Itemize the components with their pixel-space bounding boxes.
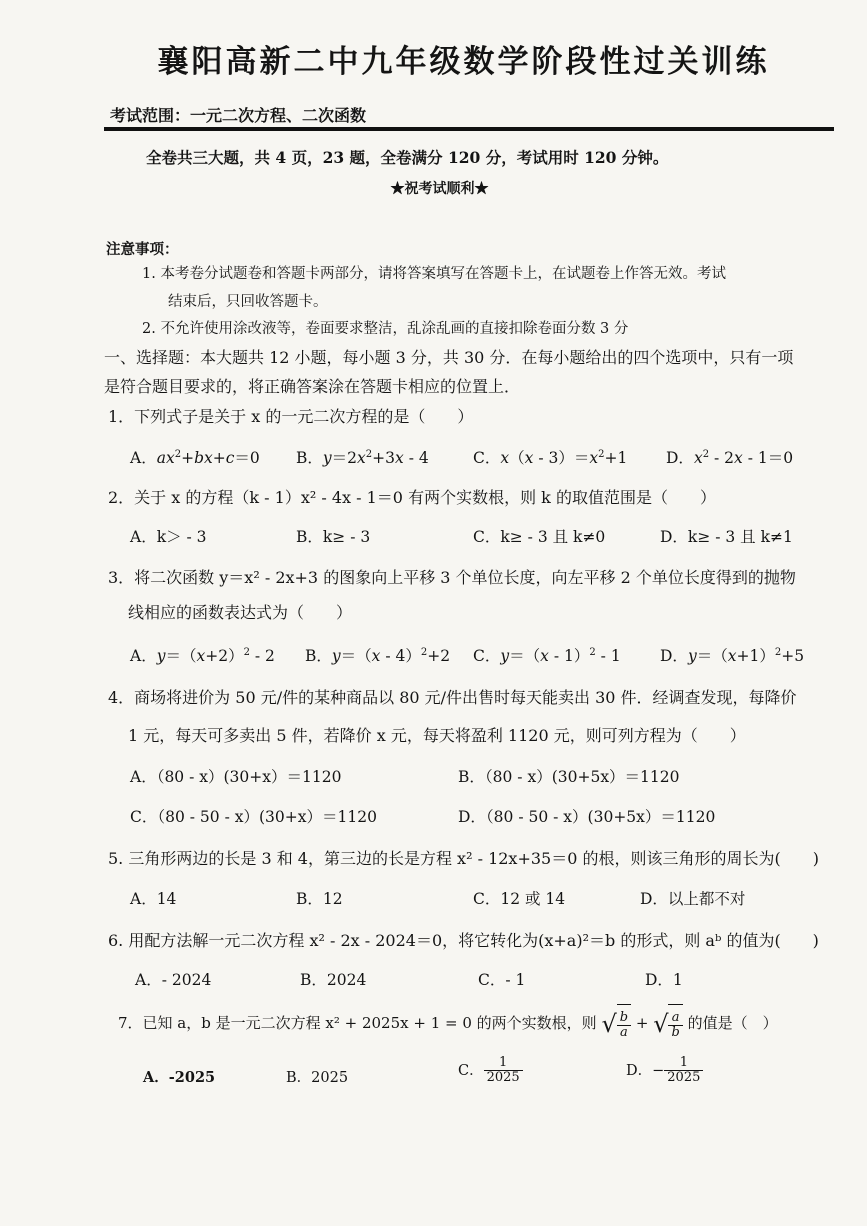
question-3-stem-line-1: 3．将二次函数 y＝x² - 2x+3 的图象向上平移 3 个单位长度，向左平移 2 个单位长度得到的抛物: [108, 568, 796, 587]
fraction-denominator: 2025: [667, 1070, 701, 1086]
question-7-stem-end: 的值是（ ）: [687, 1014, 778, 1032]
question-1-option-d: D．$x^2 - 2x - 1=0$: [666, 449, 794, 467]
question-3-stem-line-2: 线相应的函数表达式为（ ）: [128, 603, 353, 622]
header-divider: [104, 127, 834, 131]
question-4-stem-line-1: 4．商场将进价为 50 元/件的某种商品以 80 元/件出售时每天能卖出 30 件．经调查发现，每降价: [108, 688, 797, 707]
question-6-option-b: B．2024: [300, 971, 367, 989]
question-5-option-d: D．以上都不对: [640, 890, 746, 908]
question-3-option-b: B．y＝（x - 4）$^2$+2: [305, 647, 451, 665]
question-1-option-c: C．$x(x - 3)=x^2+1$: [473, 449, 628, 467]
question-2-option-b: B．k≥ - 3: [296, 528, 371, 546]
fraction-numerator: 1: [484, 1056, 523, 1071]
question-5-stem: 5. 三角形两边的长是 3 和 4，第三边的长是方程 x² - 12x+35＝0 的根，则该三角形的周长为( ): [108, 849, 819, 868]
question-7-option-a: A．-2025: [143, 1069, 216, 1086]
question-7-stem-text: 7．已知 a，b 是一元二次方程 x² + 2025x + 1 = 0 的两个实数根，则: [118, 1014, 597, 1032]
question-7-stem: 7．已知 a，b 是一元二次方程 x² + 2025x + 1 = 0 的两个实数根，则 √ $\frac{b}{a}$ + √ $\frac{a}{b}$ 的值是（ ）: [118, 1003, 778, 1045]
question-2-option-a: A．k＞ - 3: [130, 528, 207, 546]
exam-scope: 考试范围：一元二次方程、二次函数: [110, 106, 367, 125]
fraction-numerator: 1: [664, 1056, 703, 1071]
section-1-line-2: 是符合题目要求的，将正确答案涂在答题卡相应的位置上．: [104, 377, 521, 396]
question-6-option-c: C．- 1: [478, 971, 526, 989]
question-3-option-d: D．$y=(x+1)^2+5$: [660, 647, 805, 665]
question-7-option-d: [626, 1056, 703, 1086]
exam-title: 襄阳高新二中九年级数学阶段性过关训练: [157, 44, 770, 80]
question-1-option-a: A．$ax^2+bx+c=0$: [130, 449, 260, 467]
question-2-option-d: D．k≥ - 3 且 k≠1: [660, 528, 793, 546]
question-4-stem-line-2: 1 元，每天可多卖出 5 件，若降价 x 元，每天将盈利 1120 元，则可列方程为（ ）: [128, 726, 746, 745]
notes-heading: 注意事项：: [106, 241, 179, 258]
sqrt-a-over-b: √ $\frac{a}{b}$: [653, 1003, 683, 1045]
question-3-option-c: C．y＝（x - 1）$^2$ - 1: [473, 647, 621, 665]
question-3-option-a: A．$y=(x+2)^2 - 2$: [130, 647, 275, 665]
question-7-option-c: [458, 1056, 523, 1086]
question-6-option-a: A．- 2024: [135, 971, 212, 989]
question-4-option-a: A．（80 - x）(30+x）＝1120: [130, 768, 342, 786]
fraction-denominator: 2025: [486, 1070, 520, 1086]
question-2-option-c: C．k≥ - 3 且 k≠0: [473, 528, 606, 546]
question-1-stem: 1．下列式子是关于 x 的一元二次方程的是（ ）: [108, 407, 474, 426]
good-luck-line: ★祝考试顺利★: [390, 181, 489, 197]
sqrt-b-over-a: √ $\frac{b}{a}$: [601, 1003, 631, 1045]
question-6-option-d: D．1: [645, 971, 683, 989]
question-5-option-b: B．12: [296, 890, 343, 908]
note-2: 2. 不允许使用涂改液等，卷面要求整洁，乱涂乱画的直接扣除卷面分数 3 分: [142, 321, 629, 337]
note-1-line-2: 结束后，只回收答题卡。: [168, 294, 328, 310]
question-7-option-d-label: D．−: [626, 1062, 665, 1079]
section-1-line-1: 一、选择题：本大题共 12 小题，每小题 3 分，共 30 分．在每小题给出的四个选项中，只有一项: [104, 348, 794, 367]
question-4-option-d: D．（80 - 50 - x）(30+5x）＝1120: [458, 808, 716, 826]
question-5-option-c: C．12 或 14: [473, 890, 566, 908]
question-7-option-b: B．2025: [286, 1070, 349, 1086]
exam-summary: 全卷共三大题，共 4 页，23 题，全卷满分 120 分，考试用时 120 分钟。: [146, 148, 669, 167]
question-7-option-c-label: C．: [458, 1062, 484, 1079]
question-6-stem: 6. 用配方法解一元二次方程 x² - 2x - 2024＝0，将它转化为(x+a)²＝b 的形式，则 aᵇ 的值为( ): [108, 931, 819, 950]
note-1-line-1: 1. 本考卷分试题卷和答题卡两部分，请将答案填写在答题卡上，在试题卷上作答无效。考试: [142, 266, 726, 282]
question-2-stem: 2．关于 x 的方程（k - 1）x² - 4x - 1＝0 有两个实数根，则 k 的取值范围是（ ）: [108, 488, 716, 507]
question-5-option-a: A．14: [130, 890, 177, 908]
question-4-option-c: C．（80 - 50 - x）(30+x）＝1120: [130, 808, 377, 826]
question-1-option-b: B．$y=2x^2+3x - 4$: [296, 449, 429, 467]
question-4-option-b: B．（80 - x）(30+5x）＝1120: [458, 768, 680, 786]
